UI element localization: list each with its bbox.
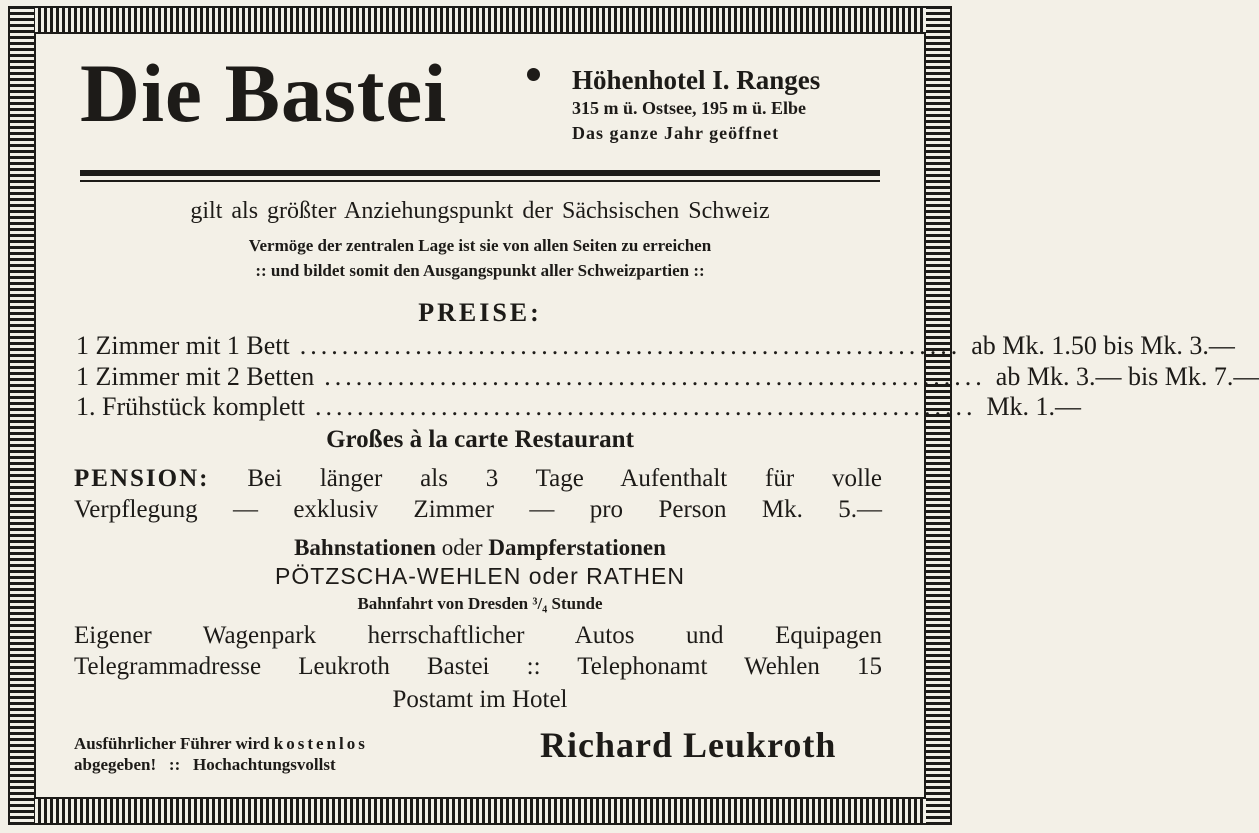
- leader-dots: ...............................................................: [314, 392, 977, 421]
- price-value: Mk. 1.—: [986, 392, 1082, 421]
- pension-line-1: [74, 463, 882, 494]
- pension-label: PENSION:: [74, 465, 210, 492]
- price-row: [76, 392, 1082, 422]
- guide-note: [74, 733, 368, 775]
- leader-dots: ...............................................................: [299, 331, 962, 360]
- hotel-elevation: 315 m ü. Ostsee, 195 m ü. Elbe: [572, 98, 806, 118]
- train-time: Bahnfahrt von Dresden ³/₄ Stunde: [357, 594, 603, 613]
- station-type-rail: Bahnstationen: [294, 535, 436, 560]
- guide-free: kostenlos: [273, 734, 368, 753]
- page-title: Die Bastei: [80, 47, 448, 139]
- pension-text-1: Bei länger als 3 Tage Aufenthalt für volle: [247, 465, 883, 492]
- intro-lead: gilt als größter Anziehungspunkt der Sächsischen Schweiz: [190, 198, 770, 224]
- services-line-1: Eigener Wagenpark herrschaftlicher Autos und Equipagen: [74, 622, 882, 649]
- station-types: [0, 535, 960, 561]
- intro-line-2: :: und bildet somit den Ausgangspunkt aller Schweizpartien ::: [255, 261, 705, 280]
- prices-heading: PREISE:: [418, 298, 542, 327]
- header-rule-thin: [80, 180, 880, 182]
- title-dot: [527, 68, 540, 81]
- services-line-2: Telegrammadresse Leukroth Bastei :: Telephonamt Wehlen 15: [74, 653, 882, 680]
- guide-line-1: [74, 733, 368, 754]
- header-rule-thick: [80, 170, 880, 176]
- price-row: [76, 362, 1259, 392]
- leader-dots: ...............................................................: [324, 362, 986, 391]
- signature: Richard Leukroth: [540, 725, 837, 765]
- station-type-steamer: Dampferstationen: [488, 535, 666, 560]
- guide-line-2: abgegeben! :: Hochachtungsvollst: [74, 755, 336, 774]
- station-connector: oder: [441, 535, 483, 560]
- price-value: ab Mk. 1.50 bis Mk. 3.—: [971, 331, 1235, 360]
- hotel-open: Das ganze Jahr geöffnet: [572, 123, 780, 143]
- services-line-3: Postamt im Hotel: [392, 686, 568, 713]
- price-item: 1 Zimmer mit 2 Betten: [76, 362, 315, 391]
- hotel-info: [572, 64, 820, 145]
- price-value: ab Mk. 3.— bis Mk. 7.—: [995, 362, 1259, 391]
- pension-line-2: Verpflegung — exklusiv Zimmer — pro Person Mk. 5.—: [74, 496, 882, 523]
- price-item: 1 Zimmer mit 1 Bett: [76, 331, 290, 360]
- guide-text: Ausführlicher Führer wird: [74, 734, 270, 753]
- price-item: 1. Frühstück komplett: [76, 392, 305, 421]
- hotel-rank: Höhenhotel I. Ranges: [572, 65, 821, 95]
- intro-line-1: Vermöge der zentralen Lage ist sie von allen Seiten zu erreichen: [248, 236, 712, 255]
- restaurant-line: Großes à la carte Restaurant: [326, 426, 634, 453]
- price-row: [76, 331, 1235, 361]
- station-names: PÖTZSCHA-WEHLEN oder RATHEN: [275, 563, 685, 589]
